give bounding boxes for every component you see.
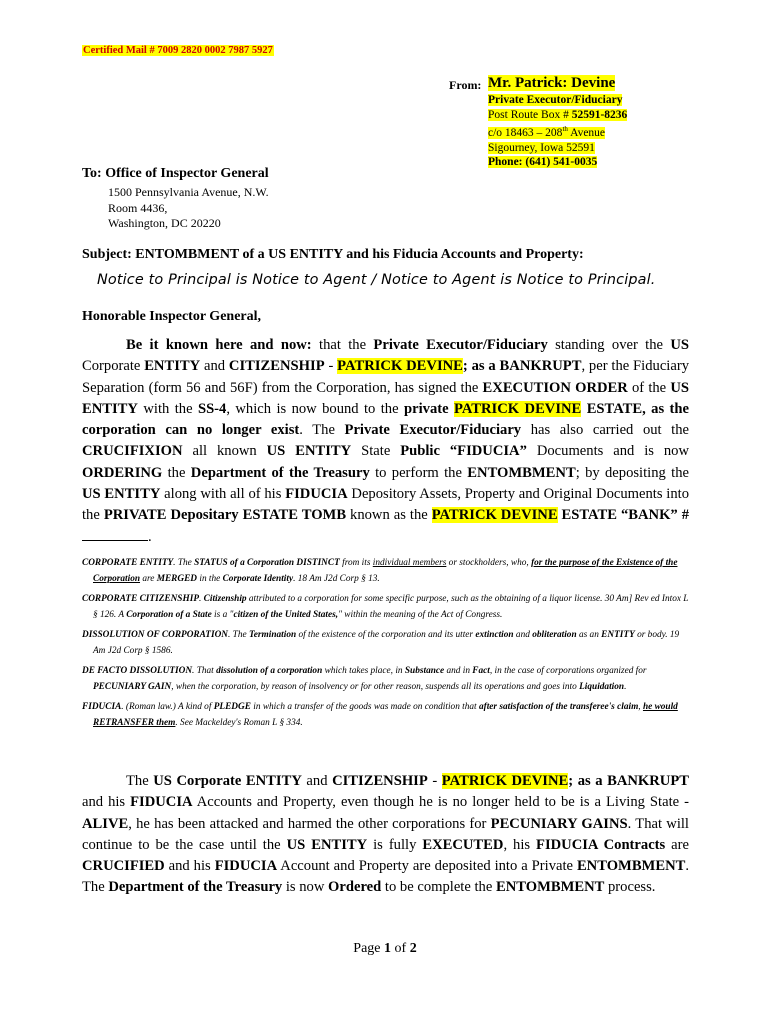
recipient-address [108, 185, 269, 232]
definition-corporate-citizenship: CORPORATE CITIZENSHIP. Citizenship attributed to a corporation for some specific purpose, such as the obtaining of a liquor license. 30 Am] Rev ed Intox L § 126. A Corporation of a State is a "citizen of the United States," within the meaning of the Act of Congress. [82, 594, 689, 620]
subject-line: Subject: ENTOMBMENT of a US ENTITY and his Fiducia Accounts and Property: [82, 247, 584, 262]
recipient-title: To: Office of Inspector General [82, 166, 269, 181]
certified-mail-number: Certified Mail # 7009 2820 0002 7987 5927 [83, 45, 273, 56]
sender-role: Private Executor/Fiduciary [488, 94, 623, 106]
sender-name: Mr. Patrick: Devine [488, 75, 616, 91]
sender-city: Sigourney, Iowa 52591 [488, 141, 595, 154]
definition-de-facto-dissolution: DE FACTO DISSOLUTION. That dissolution of a corporation which takes place, in Substance and in Fact, in the case of corporations organized for PECUNIARY GAIN, when the corporation, by reason of insolvency or for other reason, suspends all its operations and goes into Liquidation. [82, 666, 647, 693]
bank-number-blank [82, 540, 148, 541]
body-paragraph-2: The US Corporate ENTITY and CITIZENSHIP - PATRICK DEVINE; as a BANKRUPT and his FIDUCIA Accounts and Property, even though he is no longer held to be is a Living State - ALIVE, he has been attacked and harmed the other corporations for PECUNIARY GAINS. That will continue to be the case until the US ENTITY is fully EXECUTED, his FIDUCIA Contracts are CRUCIFIED and his FIDUCIA Account and Property are deposited into a Private ENTOMBMENT. The Department of the Treasury is now Ordered to be complete the ENTOMBMENT process. [82, 773, 689, 896]
definition-fiducia: FIDUCIA. (Roman law.) A kind of PLEDGE in which a transfer of the goods was made on condition that after satisfaction of the transferee's claim, he would RETRANSFER them. See Mackeldey's Roman L § 334. [82, 702, 678, 729]
sender-care-of: c/o 18463 – 208th Avenue [488, 125, 606, 140]
definitions-list [82, 556, 689, 732]
notice-line: Notice to Principal is Notice to Agent / Notice to Agent is Notice to Principal. [97, 272, 656, 288]
definition-dissolution: DISSOLUTION OF CORPORATION. The Termination of the existence of the corporation and its utter extinction and obliteration as an ENTITY or body. 19 Am J2d Corp § 1586. [82, 630, 680, 656]
body-paragraph-1: Be it known here and now: that the Private Executor/Fiduciary standing over the US Corporate ENTITY and CITIZENSHIP - PATRICK DEVINE; as a BANKRUPT, per the Fiduciary Separation (form 56 and 56F) from the Corporation, has signed the EXECUTION ORDER of the US ENTITY with the SS-4, which is now bound to the private PATRICK DEVINE ESTATE, as the corporation can no longer exist. The Private Executor/Fiduciary has also carried out the CRUCIFIXION all known US ENTITY State Public “FIDUCIA” Documents and is now ORDERING the Department of the Treasury to perform the ENTOMBMENT; by depositing the US ENTITY along with all of his FIDUCIA Depository Assets, Property and Original Documents into the PRIVATE Depositary ESTATE TOMB known as the PATRICK DEVINE ESTATE “BANK” # . [82, 337, 690, 545]
definition-corporate-entity: CORPORATE ENTITY. The STATUS of a Corporation DISTINCT from its individual members or stockholders, who, for the purpose of the Existence of the Corporation are MERGED in the Corporate Identity. 18 Am J2d Corp § 13. [82, 558, 678, 584]
page-number: Page 1 of 2 [353, 941, 417, 956]
from-label: From: [449, 78, 482, 92]
recipient-address-line: Room 4436, [108, 200, 168, 215]
sender-address-block [488, 74, 627, 170]
salutation: Honorable Inspector General, [82, 309, 262, 324]
sender-post-route: Post Route Box # 52591-8236 [488, 108, 628, 121]
sender-phone: Phone: (641) 541-0035 [488, 156, 598, 169]
recipient-address-line: 1500 Pennsylvania Avenue, N.W. [108, 185, 269, 199]
recipient-address-line: Washington, DC 20220 [108, 216, 221, 230]
